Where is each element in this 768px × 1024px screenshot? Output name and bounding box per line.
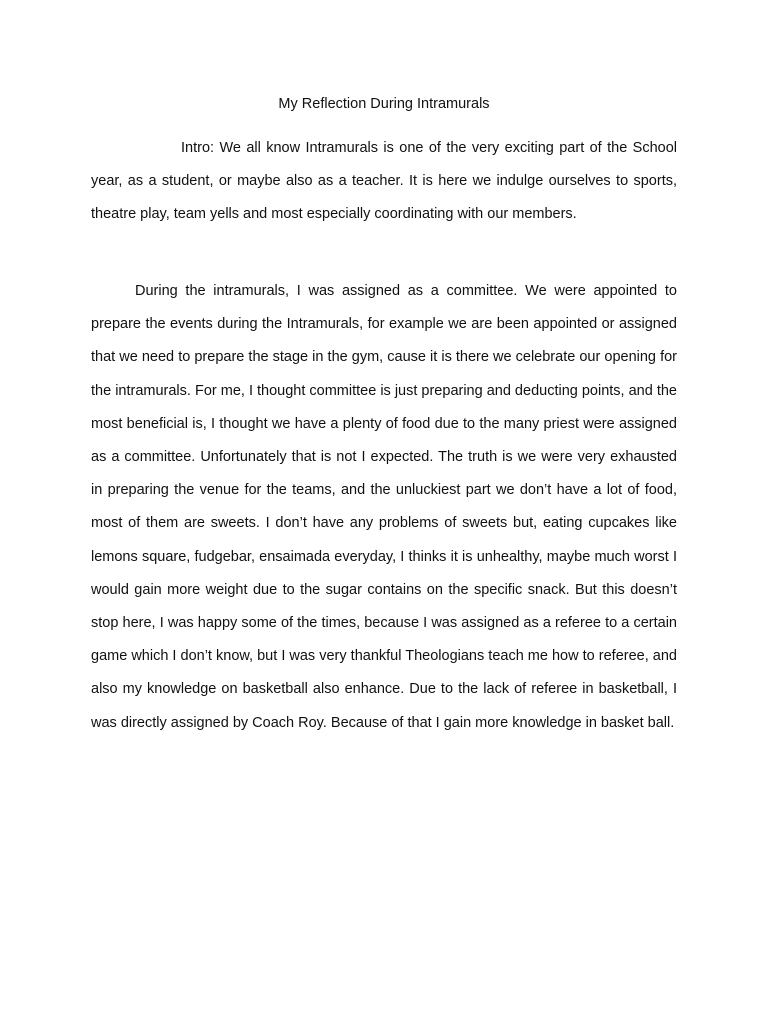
body-paragraph: During the intramurals, I was assigned as a committee. We were appointed to prepare the events during the Intramurals, for example we are been appointed or assigned that we need to prepare the stage in the gym, cause it is there we celebrate our opening for the intramurals. For me, I thought committee is just preparing and deducting points, and the most beneficial is, I thought we have a plenty of food due to the many priest were assigned as a committee. Unfortunately that is not I expected. The truth is we were very exhausted in preparing the venue for the teams, and the unluckiest part we don’t have a lot of food, most of them are sweets. I don’t have any problems of sweets but, eating cupcakes like lemons square, fudgebar, ensaimada everyday, I thinks it is unhealthy, maybe much worst I would gain more weight due to the sugar contains on the specific snack. But this doesn’t stop here, I was happy some of the times, because I was assigned as a referee to a certain game which I don’t know, but I was very thankful Theologians teach me how to referee, and also my knowledge on basketball also enhance. Due to the lack of referee in basketball, I was directly assigned by Coach Roy. Because of that I gain more knowledge in basket ball. [91, 283, 677, 731]
intro-paragraph: Intro: We all know Intramurals is one of the very exciting part of the School year, as a student, or maybe also as a teacher. It is here we indulge ourselves to sports, theatre play, team yells and most especially coordinating with our members. [91, 140, 677, 223]
document-title: My Reflection During Intramurals [278, 96, 490, 112]
